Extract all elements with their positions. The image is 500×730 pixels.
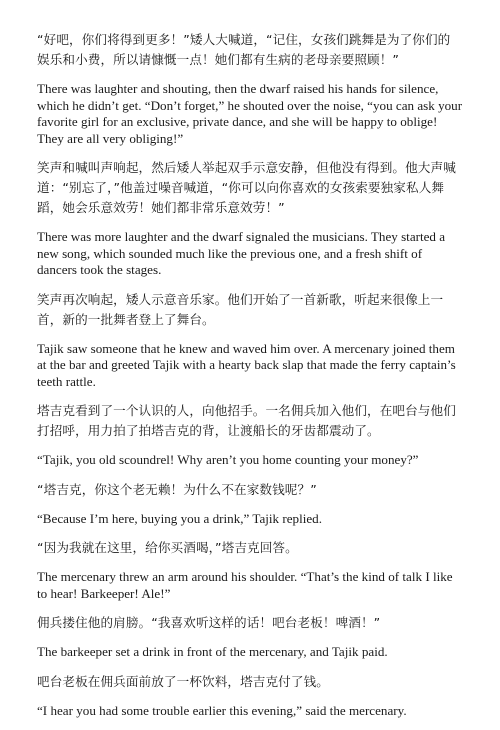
paragraph-en-8: “I hear you had some trouble earlier this evening,” said the mercenary. (37, 702, 407, 718)
paragraph-en-7: The barkeeper set a drink in front of the mercenary, and Tajik paid. (37, 644, 388, 659)
paragraph-en-2: There was more laughter and the dwarf signaled the musicians. They started a new song, which sounded much like the previous one, and a fresh shift of dancers took the stages. (37, 229, 446, 277)
paragraph-en-5: “Because I’m here, buying you a drink,” Tajik replied. (37, 510, 322, 526)
paragraph-en-1: There was laughter and shouting, then the dwarf raised his hands for silence, which he didn’t get. “Don’t forget,” he shouted over the noise, “you can ask your favorite girl for an exclusive, private dance, and she will be happy to oblige! They are all very obliging!” (37, 81, 463, 146)
paragraph-en-3: Tajik saw someone that he knew and waved him over. A mercenary joined them at the bar and greeted Tajik with a hearty back slap that made the ferry captain’s teeth rattle. (37, 340, 456, 389)
paragraph-zh-7: 佣兵搂住他的肩膀。“我喜欢听这样的话！吧台老板！啤酒！” (37, 615, 381, 630)
paragraph-zh-3: 笑声再次响起，矮人示意音乐家。他们开始了一首新歌，听起来很像上一首，新的一批舞者登上了舞台。 (37, 291, 444, 327)
document-page (37, 30, 463, 730)
paragraph-zh-8: 吧台老板在佣兵面前放了一杯饮料，塔吉克付了钱。 (37, 673, 329, 689)
paragraph-zh-2: 笑声和喊叫声响起，然后矮人举起双手示意安静，但他没有得到。他大声喊道：“别忘了，”他盖过噪音喊道，“你可以向你喜欢的女孩索要独家私人舞蹈，她会乐意效劳！她们都非常乐意效劳！” (37, 160, 456, 215)
paragraph-zh-5: “塔吉克，你这个老无赖！为什么不在家数钱呢？” (37, 481, 317, 497)
paragraph-zh-4: 塔吉克看到了一个认识的人，向他招手。一名佣兵加入他们，在吧台与他们打招呼，用力拍了拍塔吉克的背，让渡船长的牙齿都震动了。 (37, 403, 456, 438)
paragraph-en-4: “Tajik, you old scoundrel! Why aren’t you home counting your money?” (37, 452, 419, 467)
paragraph-zh-1: “好吧，你们将得到更多！”矮人大喊道，“记住，女孩们跳舞是为了你们的娱乐和小费，所以请慷慨一点！她们都有生病的老母亲要照顾！” (37, 32, 451, 67)
paragraph-zh-6: “因为我就在这里，给你买酒喝，”塔吉克回答。 (37, 540, 298, 555)
paragraph-en-6: The mercenary threw an arm around his shoulder. “That’s the kind of talk I like to hear! Barkeeper! Ale!” (37, 569, 453, 601)
